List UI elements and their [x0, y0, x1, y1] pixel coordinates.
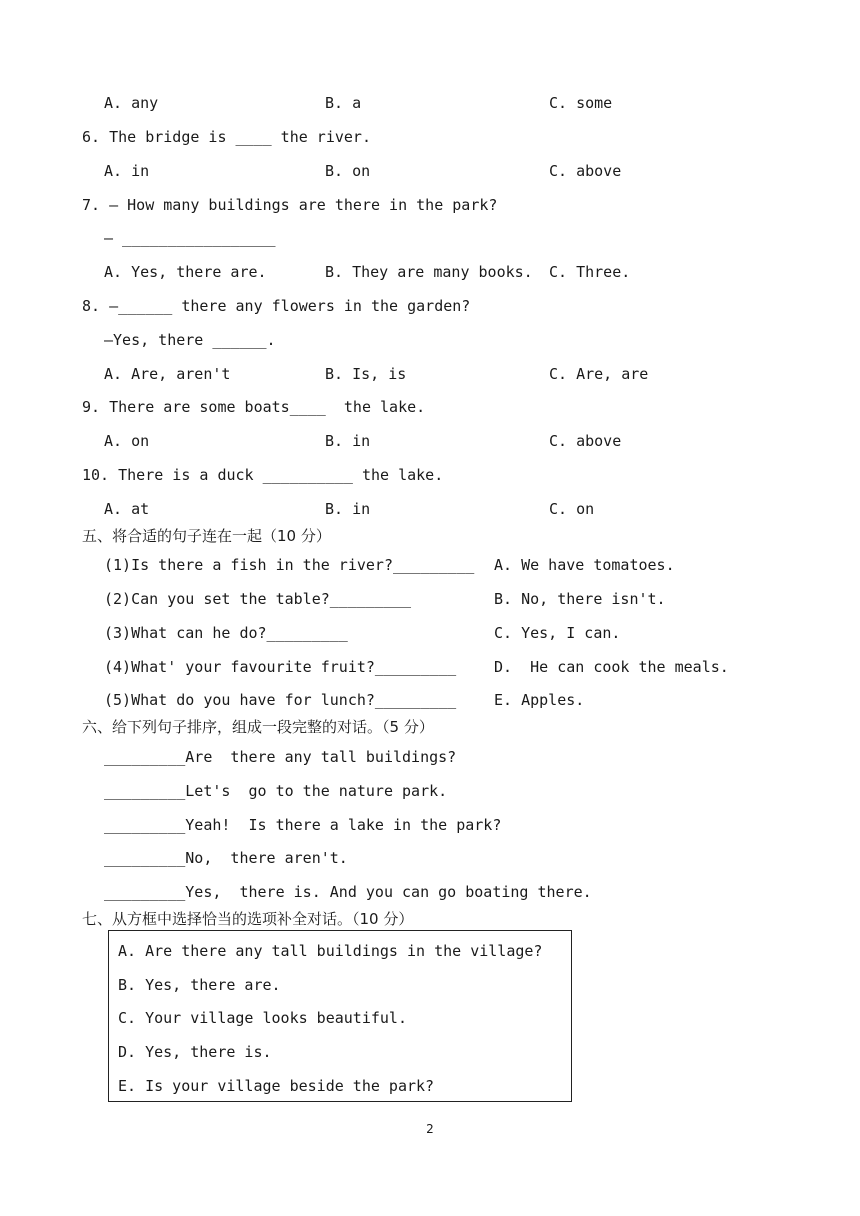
q6-stem: 6. The bridge is ____ the river.	[82, 128, 371, 146]
q9-stem: 9. There are some boats____ the lake.	[82, 398, 426, 416]
sec6-item-1: _________Are there any tall buildings?	[104, 748, 457, 766]
sec6-item-5: _________Yes, there is. And you can go boating there.	[104, 883, 592, 901]
q6-option-a: A. in	[104, 162, 150, 180]
sec5-left-4: (4)What' your favourite fruit?_________	[104, 658, 457, 676]
sec6-item-3: _________Yeah! Is there a lake in the park?	[104, 816, 502, 834]
sec5-left-3: (3)What can he do?_________	[104, 624, 348, 642]
q8-option-c: C. Are, are	[549, 365, 649, 383]
q9-option-b: B. in	[325, 432, 371, 450]
page-number: 2	[426, 1122, 434, 1136]
q9-option-a: A. on	[104, 432, 150, 450]
sec7-box-option-d: D. Yes, there is.	[118, 1043, 272, 1061]
q7-answer-line: — _________________	[104, 229, 276, 247]
q6-option-b: B. on	[325, 162, 371, 180]
sec5-right-b: B. No, there isn't.	[494, 590, 666, 608]
q10-option-b: B. in	[325, 500, 371, 518]
sec5-left-5: (5)What do you have for lunch?_________	[104, 691, 457, 709]
q7-option-b: B. They are many books.	[325, 263, 533, 281]
sec5-right-c: C. Yes, I can.	[494, 624, 621, 642]
sec7-box-option-e: E. Is your village beside the park?	[118, 1077, 435, 1095]
q10-option-c: C. on	[549, 500, 595, 518]
q8-option-b: B. Is, is	[325, 365, 407, 383]
sec5-left-1: (1)Is there a fish in the river?_________	[104, 556, 475, 574]
sec5-right-e: E. Apples.	[494, 691, 585, 709]
sec7-box-option-a: A. Are there any tall buildings in the village?	[118, 942, 543, 960]
q6-option-c: C. above	[549, 162, 622, 180]
q8-option-a: A. Are, aren't	[104, 365, 231, 383]
sec7-box-option-b: B. Yes, there are.	[118, 976, 281, 994]
q8-reply: —Yes, there ______.	[104, 331, 276, 349]
q5-option-c: C. some	[549, 94, 613, 112]
q10-option-a: A. at	[104, 500, 150, 518]
q10-stem: 10. There is a duck __________ the lake.	[82, 466, 444, 484]
q7-option-a: A. Yes, there are.	[104, 263, 267, 281]
section-6-title: 六、给下列句子排序，组成一段完整的对话。（5 分）	[82, 718, 434, 736]
sec5-left-2: (2)Can you set the table?_________	[104, 590, 412, 608]
section-5-title: 五、将合适的句子连在一起（10 分）	[82, 527, 331, 545]
sec6-item-4: _________No, there aren't.	[104, 849, 348, 867]
sec6-item-2: _________Let's go to the nature park.	[104, 782, 448, 800]
q7-stem: 7. — How many buildings are there in the park?	[82, 196, 498, 214]
q5-option-a: A. any	[104, 94, 159, 112]
sec7-box-option-c: C. Your village looks beautiful.	[118, 1009, 407, 1027]
q5-option-b: B. a	[325, 94, 362, 112]
sec5-right-d: D. He can cook the meals.	[494, 658, 729, 676]
q7-option-c: C. Three.	[549, 263, 631, 281]
q8-stem: 8. —______ there any flowers in the garden?	[82, 297, 471, 315]
q9-option-c: C. above	[549, 432, 622, 450]
section-7-title: 七、从方框中选择恰当的选项补全对话。（10 分）	[82, 910, 414, 928]
sec5-right-a: A. We have tomatoes.	[494, 556, 675, 574]
